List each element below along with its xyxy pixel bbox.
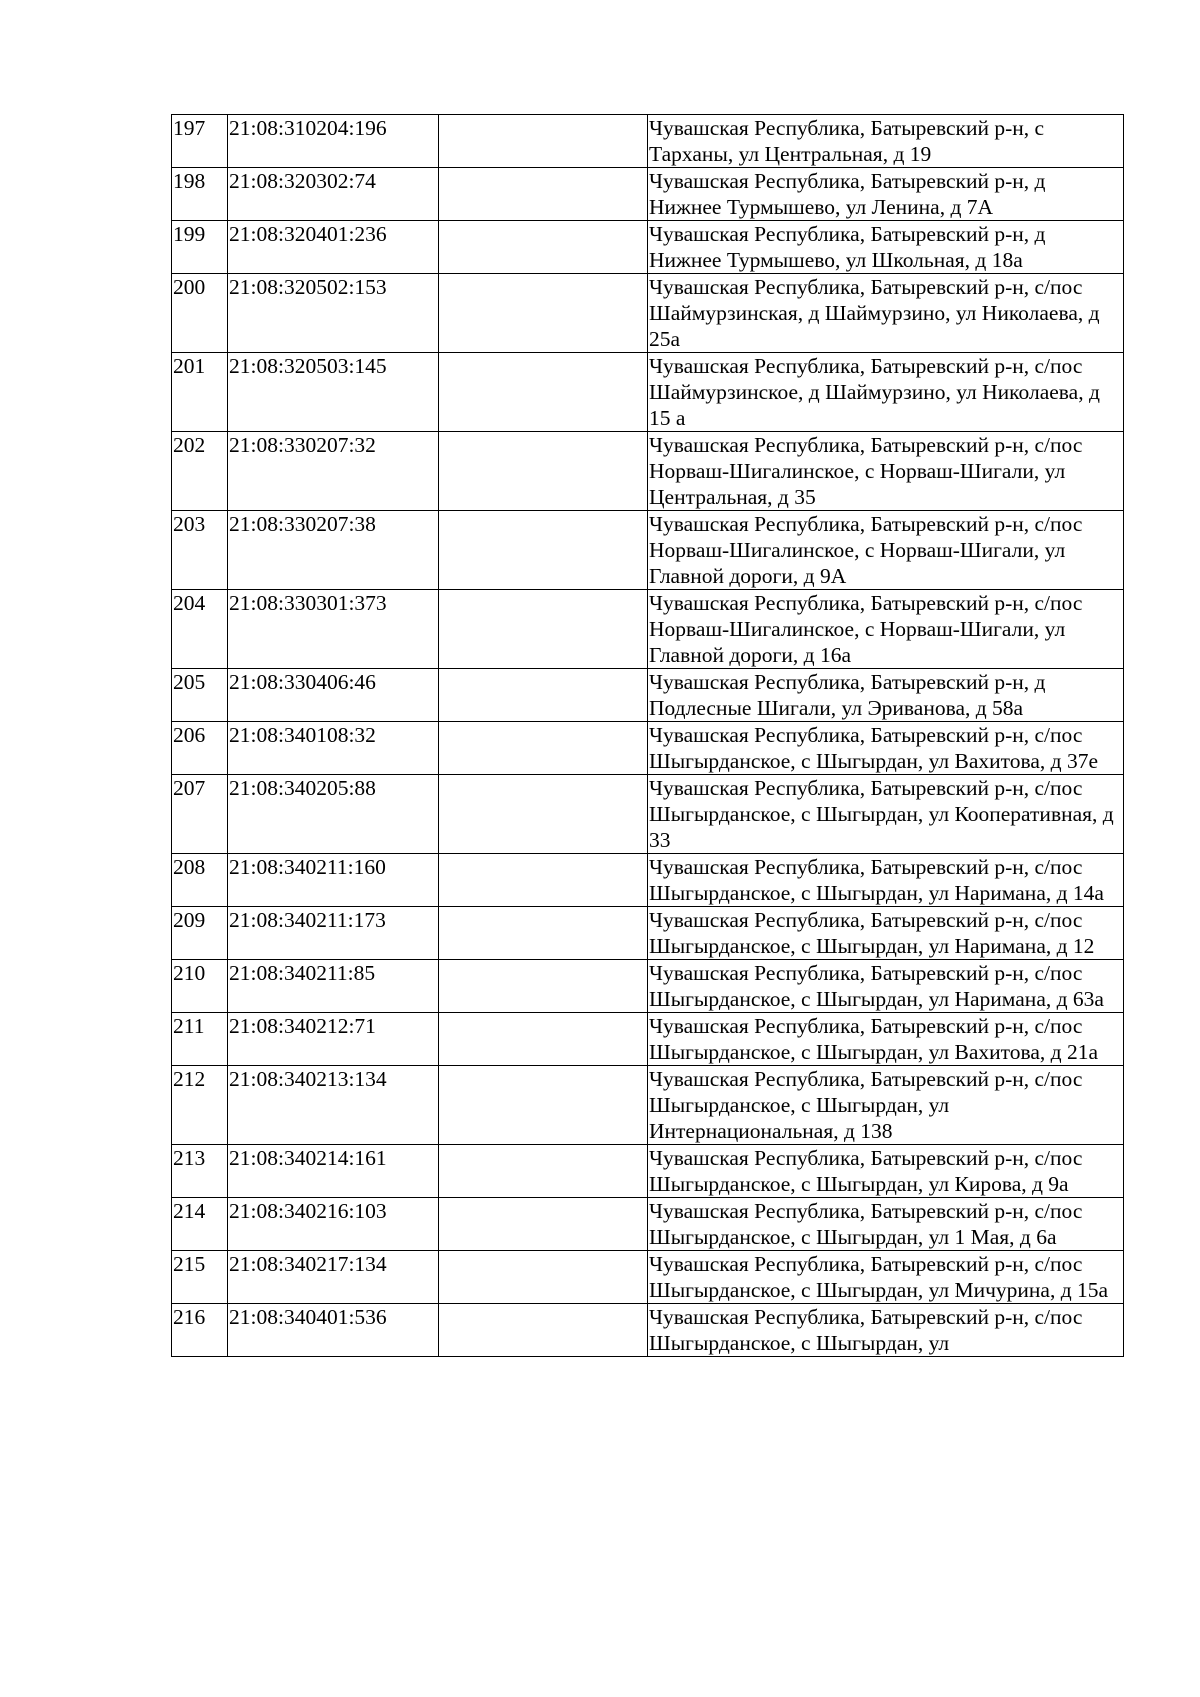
address-cell: Чувашская Республика, Батыревский р-н, с/пос Шыгырданское, с Шыгырдан, ул [648,1304,1124,1357]
cadastral-number-cell: 21:08:330406:46 [228,669,439,722]
empty-cell [439,353,648,432]
empty-cell [439,907,648,960]
empty-cell [439,960,648,1013]
address-cell: Чувашская Республика, Батыревский р-н, с/пос Шыгырданское, с Шыгырдан, ул Кирова, д 9а [648,1145,1124,1198]
row-number-cell: 206 [172,722,228,775]
empty-cell [439,1251,648,1304]
table-row [172,722,1124,775]
cadastral-number-cell: 21:08:320401:236 [228,221,439,274]
table-row [172,960,1124,1013]
address-cell: Чувашская Республика, Батыревский р-н, с/пос Шыгырданское, с Шыгырдан, ул Наримана, д 12 [648,907,1124,960]
cadastral-number-cell: 21:08:340108:32 [228,722,439,775]
table-row [172,1304,1124,1357]
table-row [172,1066,1124,1145]
row-number-cell: 198 [172,168,228,221]
cadastral-number-cell: 21:08:340205:88 [228,775,439,854]
table-row [172,511,1124,590]
address-cell: Чувашская Республика, Батыревский р-н, д Нижнее Турмышево, ул Ленина, д 7А [648,168,1124,221]
row-number-cell: 204 [172,590,228,669]
address-cell: Чувашская Республика, Батыревский р-н, с/пос Шыгырданское, с Шыгырдан, ул Наримана, д 63а [648,960,1124,1013]
row-number-cell: 209 [172,907,228,960]
table-row [172,907,1124,960]
address-cell: Чувашская Республика, Батыревский р-н, с/пос Шыгырданское, с Шыгырдан, ул Мичурина, д 15а [648,1251,1124,1304]
address-cell: Чувашская Республика, Батыревский р-н, с/пос Норваш-Шигалинское, с Норваш-Шигали, ул Главной дороги, д 9А [648,511,1124,590]
empty-cell [439,854,648,907]
empty-cell [439,221,648,274]
table-row [172,168,1124,221]
cadastral-number-cell: 21:08:340217:134 [228,1251,439,1304]
table-row [172,115,1124,168]
row-number-cell: 200 [172,274,228,353]
empty-cell [439,669,648,722]
cadastral-number-cell: 21:08:340214:161 [228,1145,439,1198]
address-cell: Чувашская Республика, Батыревский р-н, с Тарханы, ул Центральная, д 19 [648,115,1124,168]
empty-cell [439,1013,648,1066]
address-cell: Чувашская Республика, Батыревский р-н, с/пос Шаймурзинское, д Шаймурзино, ул Николаева, д 15 а [648,353,1124,432]
empty-cell [439,1198,648,1251]
cadastral-number-cell: 21:08:330301:373 [228,590,439,669]
empty-cell [439,722,648,775]
row-number-cell: 208 [172,854,228,907]
registry-table-body [172,115,1124,1357]
table-row [172,1198,1124,1251]
empty-cell [439,115,648,168]
row-number-cell: 207 [172,775,228,854]
cadastral-number-cell: 21:08:340212:71 [228,1013,439,1066]
table-row [172,590,1124,669]
address-cell: Чувашская Республика, Батыревский р-н, с/пос Норваш-Шигалинское, с Норваш-Шигали, ул Центральная, д 35 [648,432,1124,511]
table-row [172,1251,1124,1304]
table-row [172,775,1124,854]
table-row [172,669,1124,722]
cadastral-number-cell: 21:08:320503:145 [228,353,439,432]
empty-cell [439,432,648,511]
table-row [172,274,1124,353]
row-number-cell: 197 [172,115,228,168]
row-number-cell: 215 [172,1251,228,1304]
cadastral-number-cell: 21:08:320302:74 [228,168,439,221]
table-row [172,221,1124,274]
cadastral-number-cell: 21:08:340213:134 [228,1066,439,1145]
row-number-cell: 199 [172,221,228,274]
table-row [172,1145,1124,1198]
empty-cell [439,168,648,221]
cadastral-number-cell: 21:08:340401:536 [228,1304,439,1357]
address-cell: Чувашская Республика, Батыревский р-н, с/пос Шыгырданское, с Шыгырдан, ул Кооперативная, д 33 [648,775,1124,854]
table-row [172,432,1124,511]
address-cell: Чувашская Республика, Батыревский р-н, с/пос Шыгырданское, с Шыгырдан, ул Наримана, д 14а [648,854,1124,907]
row-number-cell: 213 [172,1145,228,1198]
address-cell: Чувашская Республика, Батыревский р-н, с/пос Шыгырданское, с Шыгырдан, ул Интернациональная, д 138 [648,1066,1124,1145]
address-cell: Чувашская Республика, Батыревский р-н, с/пос Шыгырданское, с Шыгырдан, ул 1 Мая, д 6а [648,1198,1124,1251]
row-number-cell: 203 [172,511,228,590]
cadastral-number-cell: 21:08:340211:173 [228,907,439,960]
empty-cell [439,1066,648,1145]
cadastral-number-cell: 21:08:330207:32 [228,432,439,511]
cadastral-number-cell: 21:08:310204:196 [228,115,439,168]
empty-cell [439,590,648,669]
empty-cell [439,511,648,590]
address-cell: Чувашская Республика, Батыревский р-н, с/пос Шаймурзинская, д Шаймурзино, ул Николаева, д 25а [648,274,1124,353]
row-number-cell: 212 [172,1066,228,1145]
address-cell: Чувашская Республика, Батыревский р-н, с/пос Шыгырданское, с Шыгырдан, ул Вахитова, д 21а [648,1013,1124,1066]
row-number-cell: 211 [172,1013,228,1066]
address-cell: Чувашская Республика, Батыревский р-н, д Нижнее Турмышево, ул Школьная, д 18а [648,221,1124,274]
row-number-cell: 216 [172,1304,228,1357]
table-row [172,854,1124,907]
empty-cell [439,775,648,854]
table-row [172,353,1124,432]
cadastral-number-cell: 21:08:330207:38 [228,511,439,590]
row-number-cell: 210 [172,960,228,1013]
cadastral-number-cell: 21:08:340216:103 [228,1198,439,1251]
empty-cell [439,274,648,353]
row-number-cell: 205 [172,669,228,722]
property-registry-table [171,114,1124,1357]
address-cell: Чувашская Республика, Батыревский р-н, с/пос Шыгырданское, с Шыгырдан, ул Вахитова, д 37е [648,722,1124,775]
table-row [172,1013,1124,1066]
address-cell: Чувашская Республика, Батыревский р-н, с/пос Норваш-Шигалинское, с Норваш-Шигали, ул Главной дороги, д 16а [648,590,1124,669]
cadastral-number-cell: 21:08:320502:153 [228,274,439,353]
row-number-cell: 201 [172,353,228,432]
row-number-cell: 214 [172,1198,228,1251]
row-number-cell: 202 [172,432,228,511]
cadastral-number-cell: 21:08:340211:85 [228,960,439,1013]
address-cell: Чувашская Республика, Батыревский р-н, д Подлесные Шигали, ул Эриванова, д 58а [648,669,1124,722]
cadastral-number-cell: 21:08:340211:160 [228,854,439,907]
empty-cell [439,1145,648,1198]
empty-cell [439,1304,648,1357]
